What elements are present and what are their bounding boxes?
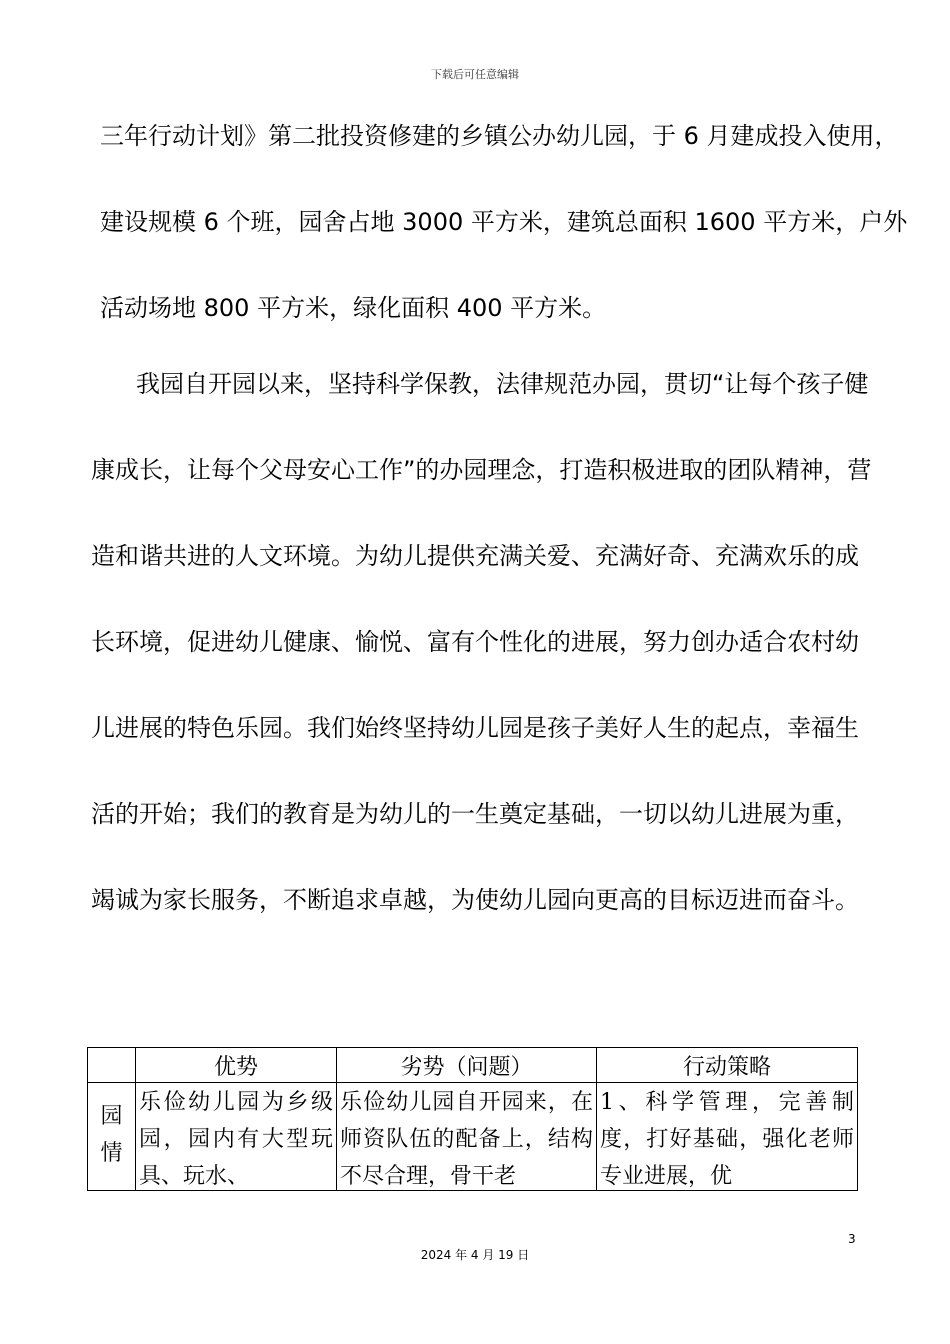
- paragraph-line: 康成长，让每个父母安心工作”的办园理念，打造积极进取的团队精神，营: [91, 456, 872, 484]
- table-header-cell: 行动策略: [597, 1048, 858, 1083]
- weaknesses-text: 乐俭幼儿园自开园来，在师资队伍的配备上，结构不尽合理，骨干老: [340, 1090, 593, 1189]
- paragraph-line: 活动场地 800 平方米，绿化面积 400 平方米。: [100, 294, 607, 322]
- paragraph-line: 长环境，促进幼儿健康、愉悦、富有个性化的进展，努力创办适合农村幼: [91, 628, 859, 656]
- paragraph-line: 造和谐共进的人文环境。为幼儿提供充满关爱、充满好奇、充满欢乐的成: [91, 542, 859, 570]
- strategies-cell: [597, 1083, 858, 1191]
- table-row: [88, 1083, 858, 1191]
- paragraph-line: 儿进展的特色乐园。我们始终坚持幼儿园是孩子美好人生的起点，幸福生: [91, 714, 859, 742]
- strengths-text: 乐俭幼儿园为乡级园，园内有大型玩具、玩水、: [139, 1090, 333, 1189]
- paragraph-line: 活的开始；我们的教育是为幼儿的一生奠定基础，一切以幼儿进展为重，: [91, 800, 859, 828]
- paragraph-line: 三年行动计划》第二批投资修建的乡镇公办幼儿园，于 6 月建成投入使用，: [100, 122, 899, 150]
- page-header: 下载后可任意编辑: [431, 68, 519, 81]
- row-label: 园情: [100, 1104, 123, 1166]
- page-footer-date: 2024 年 4 月 19 日: [420, 1248, 530, 1262]
- paragraph-line: 我园自开园以来，坚持科学保教，法律规范办园，贯切“让每个孩子健: [136, 370, 869, 398]
- page-number: 3: [848, 1232, 856, 1246]
- paragraph-line: 建设规模 6 个班，园舍占地 3000 平方米，建筑总面积 1600 平方米，户外: [100, 208, 908, 236]
- table-header-row: [88, 1048, 858, 1083]
- paragraph-line: 竭诚为家长服务，不断追求卓越，为使幼儿园向更高的目标迈进而奋斗。: [91, 886, 859, 914]
- strengths-cell: [136, 1083, 337, 1191]
- row-label-cell: [88, 1083, 136, 1191]
- table-header-cell: [88, 1048, 136, 1083]
- swot-table: [87, 1047, 858, 1191]
- table-header-cell: 劣势（问题）: [337, 1048, 597, 1083]
- weaknesses-cell: [337, 1083, 597, 1191]
- strategies-text: 1、科学管理，完善制度，打好基础，强化老师专业进展，优: [600, 1090, 854, 1189]
- table-header-cell: 优势: [136, 1048, 337, 1083]
